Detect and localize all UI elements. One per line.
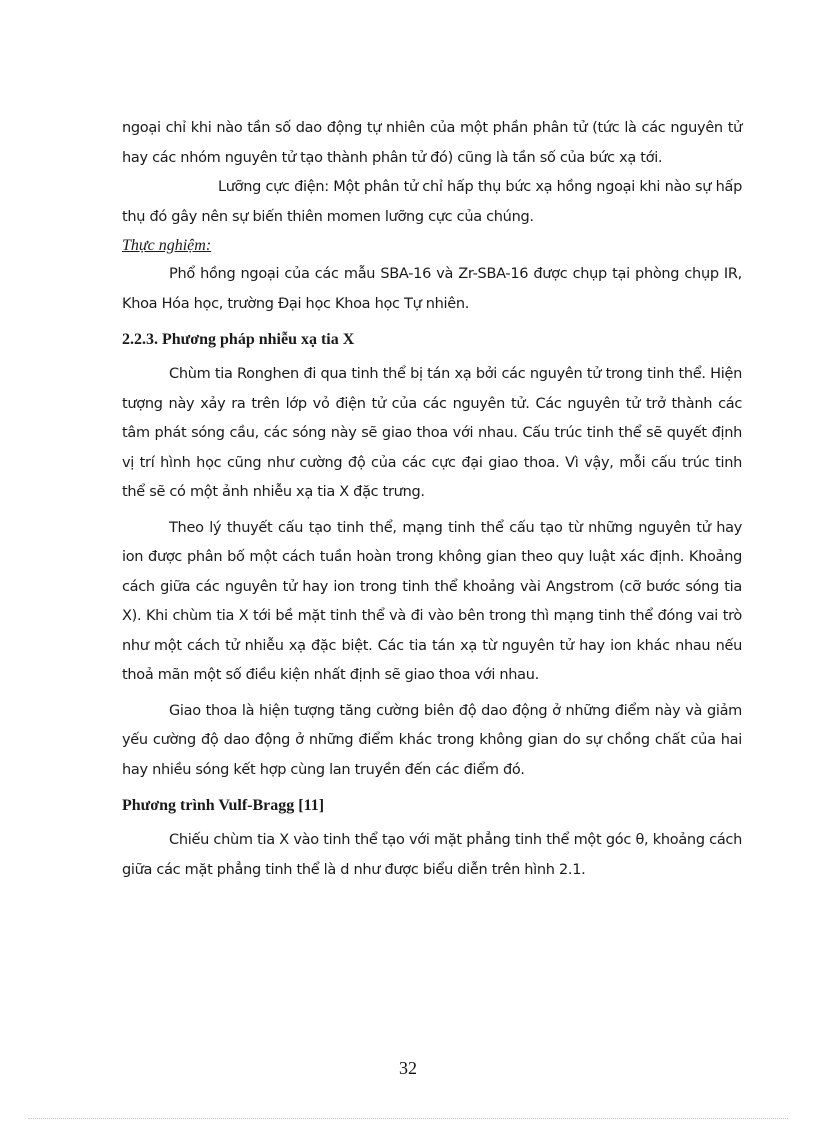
paragraph-interference: Giao thoa là hiện tượng tăng cường biên độ dao động ở những điểm này và giảm yếu cường độ dao động ở những điểm khác trong không gian do sự chồng chất của hai hay nhiều sóng kết hợp cùng lan truyền đến các điểm đó. — [122, 702, 742, 778]
section-heading-xrd: 2.2.3. Phương pháp nhiễu xạ tia X — [122, 331, 355, 348]
footer-divider — [28, 1118, 788, 1119]
page-number: 32 — [399, 1058, 417, 1078]
paragraph-xray-scattering: Chùm tia Ronghen đi qua tinh thể bị tán xạ bởi các nguyên tử trong tinh thể. Hiện tượng này xảy ra trên lớp vỏ điện tử của các nguyên tử. Các nguyên tử trở thành các tâm phát sóng cầu, các sóng này sẽ giao thoa với nhau. Cấu trúc tinh thể sẽ quyết định vị trí hình học cũng như cường độ của các cực đại giao thoa. Vì vậy, mỗi cấu trúc tinh thể sẽ có một ảnh nhiễu xạ tia X đặc trưng. — [122, 366, 742, 500]
paragraph-crystal-theory: Theo lý thuyết cấu tạo tinh thể, mạng tinh thể cấu tạo từ những nguyên tử hay ion được phân bố một cách tuần hoàn trong không gian theo quy luật xác định. Khoảng cách giữa các nguyên tử hay ion trong tinh thể khoảng vài Angstrom (cỡ bước sóng tia X). Khi chùm tia X tới bề mặt tinh thể và đi vào bên trong thì mạng tinh thể đóng vai trò như một cách tử nhiễu xạ đặc biệt. Các tia tán xạ từ nguyên tử hay ion khác nhau nếu thoả mãn một số điều kiện nhất định sẽ giao thoa với nhau. — [122, 519, 742, 683]
paragraph-ir-frequency: ngoại chỉ khi nào tần số dao động tự nhiên của một phần phân tử (tức là các nguyên tử hay các nhóm nguyên tử tạo thành phân tử đó) cũng là tần số của bức xạ tới. — [122, 120, 742, 166]
paragraph-dipole: Lưỡng cực điện: Một phân tử chỉ hấp thụ bức xạ hồng ngoại khi nào sự hấp thụ đó gây nên sự biến thiên momen lưỡng cực của chúng. — [122, 179, 742, 225]
body-text — [122, 114, 742, 885]
section-heading-bragg: Phương trình Vulf-Bragg [11] — [122, 797, 325, 814]
paragraph-bragg-setup: Chiếu chùm tia X vào tinh thể tạo với mặt phẳng tinh thể một góc θ, khoảng cách giữa các mặt phẳng tinh thể là d như được biểu diễn trên hình 2.1. — [122, 832, 742, 878]
paragraph-ir-experiment: Phổ hồng ngoại của các mẫu SBA-16 và Zr-SBA-16 được chụp tại phòng chụp IR, Khoa Hóa học, trường Đại học Khoa học Tự nhiên. — [122, 266, 742, 312]
experiment-label: Thực nghiệm: — [122, 237, 212, 254]
